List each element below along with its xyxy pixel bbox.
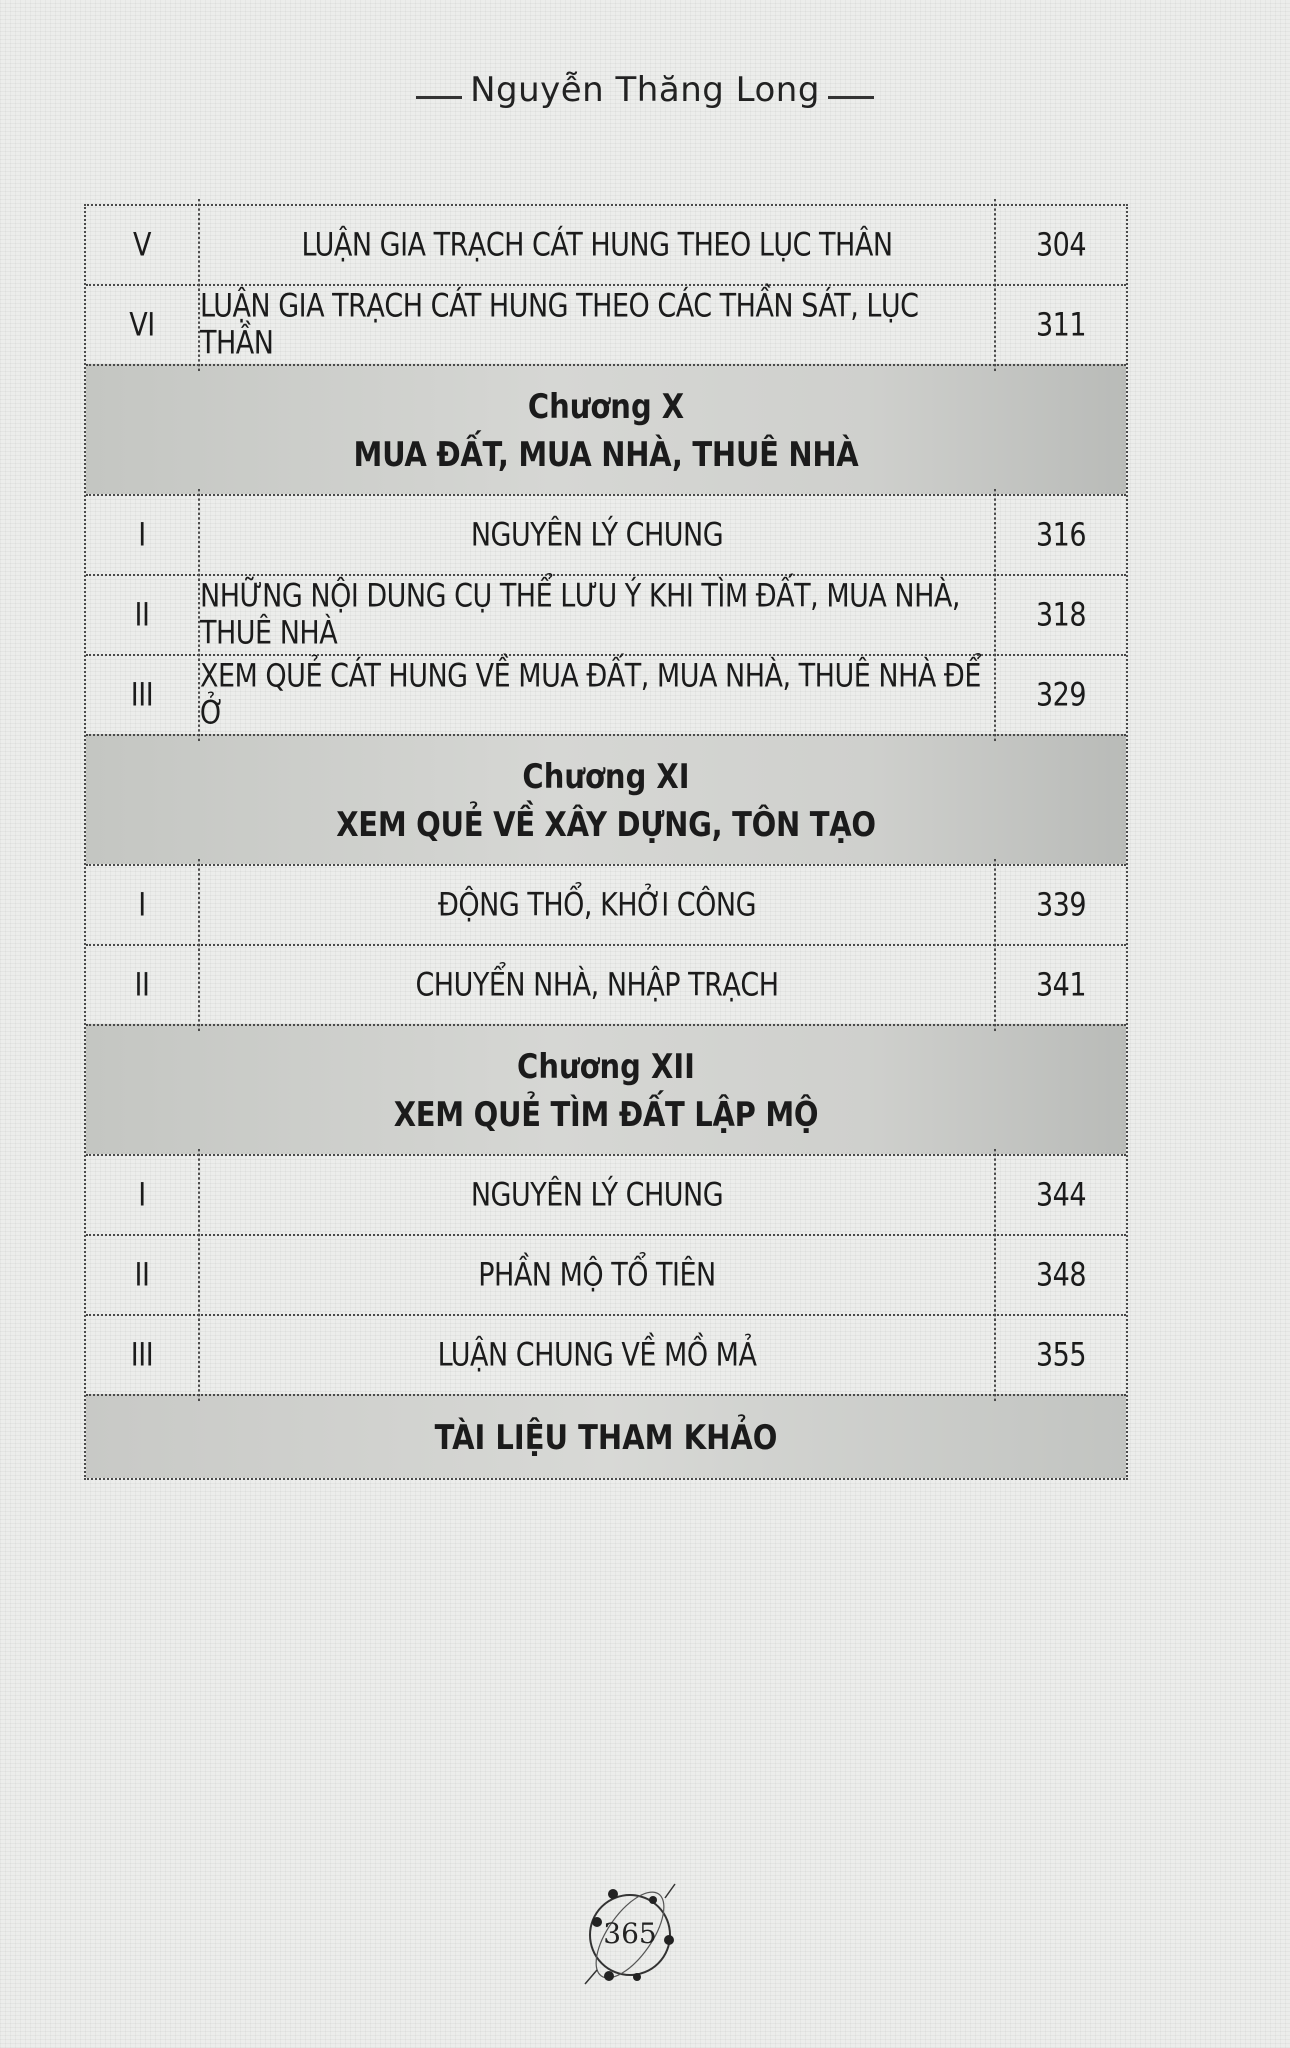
section-number: II	[86, 569, 200, 661]
toc-row	[86, 654, 1126, 734]
chapter-header	[86, 364, 1126, 494]
section-number: I	[86, 1149, 200, 1241]
section-title: CHUYỂN NHÀ, NHẬP TRẠCH	[200, 939, 996, 1031]
section-number: II	[86, 1229, 200, 1321]
page-number-ornament	[575, 1880, 685, 1990]
toc-row	[86, 494, 1126, 574]
chapter-header	[86, 1024, 1126, 1154]
running-header	[0, 70, 1290, 110]
section-number: V	[86, 199, 200, 291]
section-number: VI	[86, 279, 200, 371]
chapter-title: XEM QUẺ TÌM ĐẤT LẬP MỘ	[393, 1093, 819, 1135]
section-number: III	[86, 1309, 200, 1401]
section-page: 344	[1035, 1176, 1087, 1214]
table-of-contents	[84, 204, 1128, 1480]
references-title: TÀI LIỆU THAM KHẢO	[434, 1416, 778, 1458]
toc-row	[86, 1234, 1126, 1314]
chapter-title: MUA ĐẤT, MUA NHÀ, THUÊ NHÀ	[353, 433, 859, 475]
section-number: I	[86, 489, 200, 581]
section-page: 316	[1035, 516, 1087, 554]
section-title: PHẦN MỘ TỔ TIÊN	[200, 1229, 996, 1321]
chapter-title: XEM QUẺ VỀ XÂY DỰNG, TÔN TẠO	[336, 803, 876, 845]
chapter-label: Chương XII	[517, 1045, 695, 1087]
toc-row	[86, 1314, 1126, 1394]
section-page: 311	[1035, 306, 1087, 344]
header-dash-right	[828, 96, 874, 99]
section-number: I	[86, 859, 200, 951]
section-number: III	[86, 649, 200, 741]
section-title: XEM QUẺ CÁT HUNG VỀ MUA ĐẤT, MUA NHÀ, THUÊ NHÀ ĐỂ Ở	[200, 649, 996, 741]
section-title: ĐỘNG THỔ, KHỞI CÔNG	[200, 859, 996, 951]
section-page: 304	[1035, 226, 1087, 264]
chapter-label: Chương XI	[522, 755, 690, 797]
section-page: 355	[1035, 1336, 1087, 1374]
section-page: 318	[1035, 596, 1087, 634]
section-page: 329	[1035, 676, 1087, 714]
section-title: LUẬN GIA TRẠCH CÁT HUNG THEO LỤC THÂN	[200, 199, 996, 291]
toc-row	[86, 864, 1126, 944]
header-dash-left	[416, 96, 462, 99]
section-page: 348	[1035, 1256, 1087, 1294]
section-page: 341	[1035, 966, 1087, 1004]
toc-row	[86, 284, 1126, 364]
section-page: 339	[1035, 886, 1087, 924]
toc-row	[86, 574, 1126, 654]
references-row	[86, 1394, 1126, 1478]
toc-row	[86, 206, 1126, 284]
author-name: Nguyễn Thăng Long	[470, 70, 820, 110]
toc-row	[86, 1154, 1126, 1234]
page-number: 365	[603, 1917, 657, 1950]
section-title: LUẬN GIA TRẠCH CÁT HUNG THEO CÁC THẦN SÁT, LỤC THẦN	[200, 279, 996, 371]
chapter-label: Chương X	[527, 385, 685, 427]
section-title: NGUYÊN LÝ CHUNG	[200, 1149, 996, 1241]
toc-row	[86, 944, 1126, 1024]
section-title: NHỮNG NỘI DUNG CỤ THỂ LƯU Ý KHI TÌM ĐẤT, MUA NHÀ, THUÊ NHÀ	[200, 569, 996, 661]
chapter-header	[86, 734, 1126, 864]
section-title: LUẬN CHUNG VỀ MỒ MẢ	[200, 1309, 996, 1401]
section-number: II	[86, 939, 200, 1031]
section-title: NGUYÊN LÝ CHUNG	[200, 489, 996, 581]
